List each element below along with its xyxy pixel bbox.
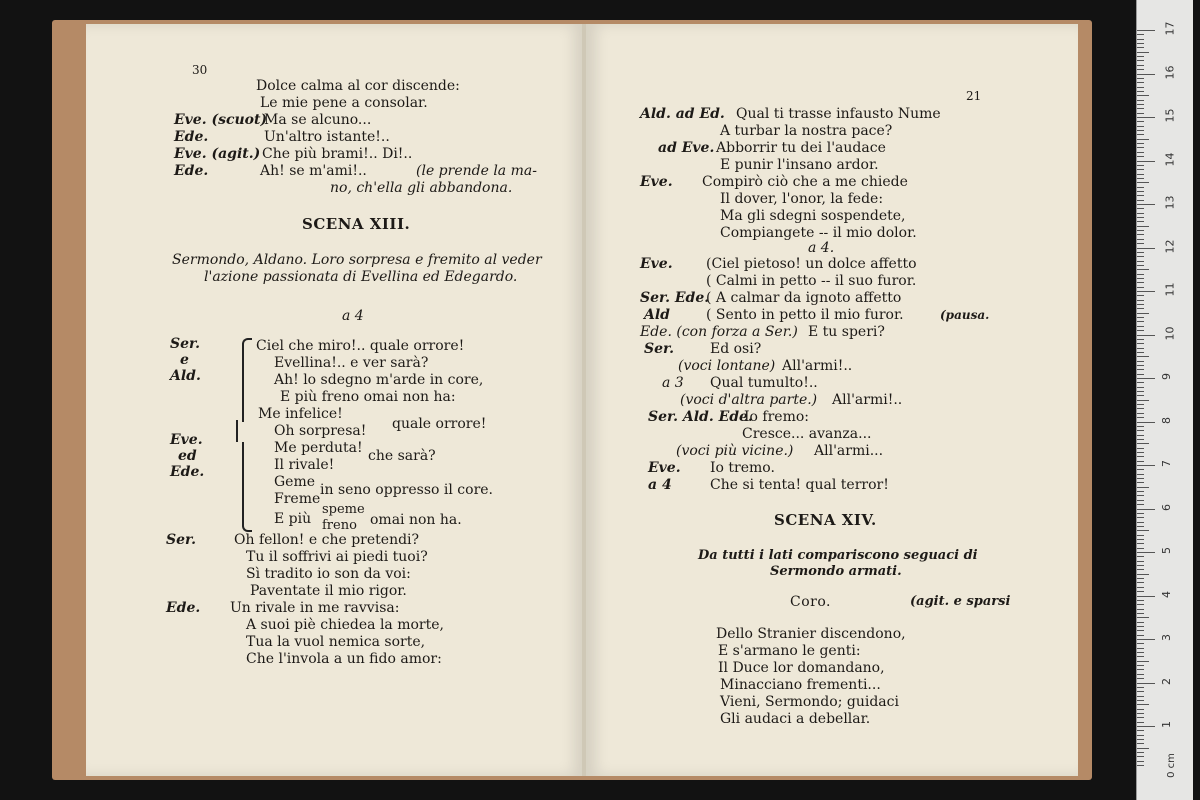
ensemble-label: a 4: [342, 308, 364, 324]
ruler-tick: [1137, 552, 1155, 553]
ruler-tick: [1137, 565, 1144, 566]
ruler-tick: [1137, 165, 1144, 166]
ruler-tick: [1137, 113, 1144, 114]
ruler-tick: [1137, 456, 1144, 457]
ruler-tick: [1137, 65, 1144, 66]
ruler-tick: [1137, 60, 1144, 61]
ruler-number: 6: [1160, 503, 1173, 511]
ruler-tick: [1137, 669, 1144, 670]
stage-direction: (pausa.: [940, 308, 990, 322]
ruler-tick: [1137, 678, 1144, 679]
ruler-tick: [1137, 74, 1155, 75]
ruler-tick: [1137, 343, 1144, 344]
ruler-number: 1: [1160, 721, 1173, 728]
speaker-label: Ede.: [174, 129, 209, 145]
ruler-tick: [1137, 252, 1144, 253]
ruler-tick: [1137, 422, 1155, 423]
ruler-tick: [1137, 161, 1155, 162]
ruler-tick: [1137, 469, 1144, 470]
ruler-tick: [1137, 295, 1144, 296]
ruler-tick: [1137, 291, 1155, 292]
ruler-tick: [1137, 208, 1144, 209]
ruler-tick: [1137, 134, 1144, 135]
ruler-tick: [1137, 408, 1144, 409]
chorus-label: Coro.: [790, 594, 831, 610]
speaker-label: Eve.: [170, 432, 203, 448]
ruler-tick: [1137, 169, 1144, 170]
ruler-tick: [1137, 474, 1144, 475]
scene-title: SCENA XIII.: [302, 215, 411, 233]
speaker-label: e: [180, 352, 189, 368]
verse-line: A turbar la nostra pace?: [720, 123, 893, 139]
ruler-tick: [1137, 335, 1155, 336]
ruler-tick: [1137, 539, 1144, 540]
verse-line: Ah! se m'ami!..: [260, 163, 367, 179]
verse-line: ( A calmar da ignoto affetto: [706, 290, 902, 306]
ruler-tick: [1137, 487, 1149, 488]
verse-line: Il dover, l'onor, la fede:: [720, 191, 884, 207]
ruler-tick: [1137, 543, 1144, 544]
ruler-number: 14: [1163, 152, 1177, 166]
right-page: [586, 24, 1078, 776]
ruler-tick: [1137, 687, 1144, 688]
speaker-label: Eve.: [640, 174, 673, 190]
ruler-tick: [1137, 522, 1144, 523]
ruler-tick: [1137, 613, 1144, 614]
ruler-number: 15: [1163, 108, 1177, 123]
page-number: 21: [966, 89, 982, 103]
ruler-tick: [1137, 626, 1144, 627]
ruler-tick: [1137, 609, 1144, 610]
verse-line: Qual tumulto!..: [710, 375, 818, 391]
ruler-tick: [1137, 700, 1144, 701]
ruler-number: 9: [1160, 373, 1173, 380]
ruler-tick: [1137, 426, 1144, 427]
ruler-tick: [1137, 213, 1144, 214]
verse-line: Un'altro istante!..: [264, 129, 390, 145]
ruler-tick: [1137, 56, 1144, 57]
ensemble-line: omai non ha.: [370, 512, 462, 528]
ruler-tick: [1137, 726, 1155, 727]
ruler-tick: [1137, 530, 1149, 531]
ruler-tick: [1137, 317, 1144, 318]
ruler-tick: [1137, 261, 1144, 262]
ruler-tick: [1137, 591, 1144, 592]
ensemble-line: freno: [322, 518, 357, 533]
ruler-tick: [1137, 226, 1149, 227]
ruler-tick: [1137, 674, 1144, 675]
ruler-tick: [1137, 321, 1144, 322]
ensemble-line: Il rivale!: [274, 457, 335, 473]
verse-line: Ed osi?: [710, 341, 762, 357]
ruler-tick: [1137, 491, 1144, 492]
stage-direction: no, ch'ella gli abbandona.: [330, 180, 513, 196]
ruler-tick: [1137, 248, 1155, 249]
ruler-tick: [1137, 365, 1144, 366]
ruler-tick: [1137, 717, 1144, 718]
ruler-tick: [1137, 709, 1144, 710]
ruler-tick: [1137, 617, 1149, 618]
ruler-tick: [1137, 69, 1144, 70]
ruler-tick: [1137, 221, 1144, 222]
ruler-tick: [1137, 182, 1149, 183]
ruler-tick: [1137, 330, 1144, 331]
stage-direction: (voci lontane): [678, 358, 776, 374]
scene-direction: Sermondo, Aldano. Loro sorpresa e fremito al veder: [172, 252, 542, 268]
ruler-tick: [1137, 461, 1144, 462]
ruler-tick: [1137, 313, 1149, 314]
speaker-label: Ede.: [166, 600, 201, 616]
ruler-tick: [1137, 178, 1144, 179]
ruler-number: 11: [1163, 282, 1177, 297]
ruler-tick: [1137, 517, 1144, 518]
ruler-tick: [1137, 278, 1144, 279]
ruler-number: 5: [1160, 547, 1173, 554]
ruler-tick: [1137, 39, 1144, 40]
ruler-tick: [1137, 582, 1144, 583]
ruler-number: 7: [1160, 460, 1173, 467]
ruler-tick: [1137, 356, 1149, 357]
verse-line: Paventate il mio rigor.: [250, 583, 407, 599]
speaker-label: a 4: [648, 477, 672, 493]
speaker-label: Eve.: [648, 460, 681, 476]
ruler-tick: [1137, 556, 1144, 557]
ruler-tick: [1137, 108, 1144, 109]
verse-line: Che si tenta! qual terror!: [710, 477, 889, 493]
speaker-label: ad Eve.: [658, 140, 715, 156]
ruler-tick: [1137, 339, 1144, 340]
ruler-tick: [1137, 78, 1144, 79]
ruler-tick: [1137, 630, 1144, 631]
ruler-number: 4: [1160, 590, 1173, 598]
verse-line: All'armi!..: [832, 392, 903, 408]
ruler-tick: [1137, 495, 1144, 496]
speaker-label: Ede.: [174, 163, 209, 179]
ensemble-line: quale orrore!: [392, 416, 487, 432]
ruler-tick: [1137, 743, 1144, 744]
speaker-label: Ald.: [170, 368, 201, 384]
ruler-tick: [1137, 656, 1144, 657]
speaker-label: Ede. (con forza a Ser.): [640, 324, 798, 340]
ruler-tick: [1137, 243, 1144, 244]
ruler-tick: [1137, 91, 1144, 92]
ruler-tick: [1137, 691, 1144, 692]
ruler-tick: [1137, 304, 1144, 305]
speaker-label: a 3: [662, 375, 684, 391]
ruler-tick: [1137, 569, 1144, 570]
stage-direction: (agit. e sparsi: [910, 594, 1011, 609]
ensemble-line: Oh sorpresa!: [274, 423, 367, 439]
ruler-tick: [1137, 34, 1144, 35]
ruler-tick: [1137, 326, 1144, 327]
ruler-tick: [1137, 504, 1144, 505]
ruler-tick: [1137, 509, 1155, 510]
ruler-unit-label: 0 cm: [1165, 753, 1177, 778]
ensemble-line: che sarà?: [368, 448, 436, 464]
ruler-tick: [1137, 361, 1144, 362]
ruler-tick: [1137, 156, 1144, 157]
ruler-tick: [1137, 535, 1144, 536]
chorus-line: Vieni, Sermondo; guidaci: [720, 694, 899, 710]
ruler-tick: [1137, 387, 1144, 388]
ensemble-line: Me infelice!: [258, 406, 343, 422]
ruler-tick: [1137, 465, 1155, 466]
chorus-line: Dello Stranier discendono,: [716, 626, 906, 642]
verse-line: Compiangete -- il mio dolor.: [720, 225, 917, 241]
ensemble-line: Ciel che miro!.. quale orrore!: [256, 338, 465, 354]
ruler-tick: [1137, 439, 1144, 440]
ruler-tick: [1137, 265, 1144, 266]
ensemble-line: Me perduta!: [274, 440, 363, 456]
ruler-number: 10: [1163, 326, 1177, 340]
chorus-line: Il Duce lor domandano,: [718, 660, 885, 676]
ruler-tick: [1137, 752, 1144, 753]
speaker-label: Ser. Ald. Ede.: [648, 409, 753, 425]
ruler-tick: [1137, 722, 1144, 723]
brace-upper: [242, 338, 252, 422]
ruler-number: 16: [1163, 65, 1177, 79]
ruler-number: 13: [1163, 195, 1177, 210]
ensemble-line: in seno oppresso il core.: [320, 482, 493, 498]
ruler-tick: [1137, 622, 1144, 623]
ruler-tick: [1137, 661, 1149, 662]
ruler-tick: [1137, 587, 1144, 588]
scene-direction: Da tutti i lati compariscono seguaci di: [698, 548, 978, 563]
ruler-tick: [1137, 395, 1144, 396]
verse-line: Che l'involа a un fido amor:: [246, 651, 442, 667]
ruler-tick: [1137, 765, 1144, 766]
verse-line: ( Sento in petto il mio furor.: [706, 307, 904, 323]
speaker-label: Ser.: [166, 532, 196, 548]
speaker-label: Ede.: [170, 464, 205, 480]
ruler-tick: [1137, 200, 1144, 201]
ruler-number: 3: [1160, 634, 1173, 641]
ruler-tick: [1137, 665, 1144, 666]
verse-line: Tu il soffrivi ai piedi tuoi?: [246, 549, 428, 565]
ruler-tick: [1137, 739, 1144, 740]
ruler-tick: [1137, 256, 1144, 257]
ruler-tick: [1137, 52, 1149, 53]
ruler-tick: [1137, 230, 1144, 231]
ruler-tick: [1137, 121, 1144, 122]
ruler-tick: [1137, 217, 1144, 218]
ruler-tick: [1137, 126, 1144, 127]
ensemble-label: a 4.: [808, 240, 835, 256]
ruler-tick: [1137, 187, 1144, 188]
ruler-tick: [1137, 413, 1144, 414]
verse-line: Qual ti trasse infausto Nume: [736, 106, 941, 122]
ruler-tick: [1137, 234, 1144, 235]
ruler-tick: [1137, 548, 1144, 549]
ruler-number: 12: [1163, 239, 1177, 253]
ruler-tick: [1137, 500, 1144, 501]
ruler-tick: [1137, 348, 1144, 349]
ruler-tick: [1137, 574, 1149, 575]
chorus-line: Gli audaci a debellar.: [720, 711, 871, 727]
ruler-tick: [1137, 652, 1144, 653]
ruler-tick: [1137, 287, 1144, 288]
brace-lower: [242, 442, 252, 532]
ruler-tick: [1137, 282, 1144, 283]
stage-direction: (voci d'altra parte.): [680, 392, 818, 408]
speaker-label: Eve. (scuot): [174, 112, 268, 128]
scene-direction: l'azione passionata di Evellina ed Edegardo.: [204, 269, 518, 285]
verse-line: (Ciel pietoso! un dolce affetto: [706, 256, 917, 272]
verse-line: All'armi!..: [782, 358, 853, 374]
speaker-label: Ser.: [170, 336, 200, 352]
ruler-tick: [1137, 600, 1144, 601]
ruler-tick: [1137, 748, 1149, 749]
ruler-tick: [1137, 239, 1144, 240]
ruler-tick: [1137, 308, 1144, 309]
ruler-tick: [1137, 352, 1144, 353]
ruler-tick: [1137, 104, 1144, 105]
verse-line: Un rivale in me ravvisa:: [230, 600, 400, 616]
scene-direction: Sermondo armati.: [770, 564, 902, 579]
ruler-tick: [1137, 482, 1144, 483]
verse-line: Sì tradito io son da voi:: [246, 566, 411, 582]
ruler-tick: [1137, 435, 1144, 436]
ruler-tick: [1137, 269, 1149, 270]
ruler-tick: [1137, 635, 1144, 636]
verse-line: All'armi...: [814, 443, 884, 459]
brace-middle: [236, 420, 244, 442]
left-page: [86, 24, 584, 776]
scene-title: SCENA XIV.: [774, 511, 877, 529]
ruler-tick: [1137, 683, 1155, 684]
ruler-tick: [1137, 47, 1144, 48]
verse-line: Dolce calma al cor discende:: [256, 78, 460, 94]
chorus-line: E s'armano le genti:: [718, 643, 861, 659]
ruler-tick: [1137, 378, 1155, 379]
ruler-tick: [1137, 130, 1144, 131]
ruler-tick: [1137, 761, 1144, 762]
verse-line: E punir l'insano ardor.: [720, 157, 879, 173]
verse-line: Che più brami!.. Di!..: [262, 146, 413, 162]
ruler-tick: [1137, 374, 1144, 375]
ruler-tick: [1137, 382, 1144, 383]
ruler-tick: [1137, 391, 1144, 392]
ruler-tick: [1137, 596, 1155, 597]
ruler-tick: [1137, 526, 1144, 527]
ruler-tick: [1137, 95, 1149, 96]
ruler-tick: [1137, 139, 1149, 140]
speaker-label: Ald: [644, 307, 670, 323]
ruler-tick: [1137, 143, 1144, 144]
ruler-tick: [1137, 448, 1144, 449]
ruler-tick: [1137, 417, 1144, 418]
ruler-tick: [1137, 730, 1144, 731]
verse-line: Le mie pene a consolar.: [260, 95, 428, 111]
ruler-tick: [1137, 30, 1155, 31]
ruler-tick: [1137, 561, 1144, 562]
verse-line: Compirò ciò che a me chiede: [702, 174, 908, 190]
ruler-tick: [1137, 195, 1144, 196]
ruler-tick: [1137, 756, 1144, 757]
verse-line: Oh fellon! e che pretendi?: [234, 532, 420, 548]
ruler-number: 17: [1163, 21, 1177, 36]
ruler-tick: [1137, 274, 1144, 275]
ruler-tick: [1137, 43, 1144, 44]
ensemble-line: speme: [322, 502, 365, 517]
ruler-tick: [1137, 300, 1144, 301]
speaker-label: Ald. ad Ed.: [640, 106, 725, 122]
speaker-label: Eve. (agit.): [174, 146, 261, 162]
ruler-tick: [1137, 100, 1144, 101]
ruler-tick: [1137, 704, 1149, 705]
measurement-ruler: [1136, 0, 1193, 800]
ruler-tick: [1137, 147, 1144, 148]
ruler-tick: [1137, 117, 1155, 118]
ensemble-line: Ah! lo sdegno m'arde in core,: [274, 372, 484, 388]
ruler-tick: [1137, 174, 1144, 175]
ruler-tick: [1137, 639, 1155, 640]
speaker-label: ed: [178, 448, 197, 464]
ruler-tick: [1137, 452, 1144, 453]
ensemble-line: Geme: [274, 474, 316, 490]
ruler-tick: [1137, 82, 1144, 83]
verse-line: Tua la vuol nemica sorte,: [246, 634, 426, 650]
ensemble-line: Evellina!.. e ver sarà?: [274, 355, 429, 371]
ruler-tick: [1137, 643, 1144, 644]
ruler-tick: [1137, 204, 1155, 205]
ruler-tick: [1137, 648, 1144, 649]
ruler-tick: [1137, 400, 1149, 401]
verse-line: Abborrir tu dei l'audace: [716, 140, 886, 156]
stage-direction: (voci più vicine.): [676, 443, 794, 459]
ruler-tick: [1137, 369, 1144, 370]
ruler-tick: [1137, 430, 1144, 431]
ruler-tick: [1137, 604, 1144, 605]
ruler-tick: [1137, 478, 1144, 479]
ensemble-line: E più: [274, 511, 312, 527]
verse-line: Ma gli sdegni sospendete,: [720, 208, 906, 224]
ruler-tick: [1137, 404, 1144, 405]
ruler-tick: [1137, 578, 1144, 579]
ruler-number: 8: [1160, 416, 1173, 424]
page-number: 30: [192, 63, 208, 77]
ruler-tick: [1137, 443, 1149, 444]
speaker-label: Eve.: [640, 256, 673, 272]
ruler-tick: [1137, 713, 1144, 714]
verse-line: ( Calmi in petto -- il suo furor.: [706, 273, 917, 289]
ruler-tick: [1137, 152, 1144, 153]
ensemble-line: Freme: [274, 491, 321, 507]
verse-line: Ma se alcuno...: [264, 112, 372, 128]
ruler-tick: [1137, 696, 1144, 697]
verse-line: Io tremo.: [710, 460, 775, 476]
speaker-label: Ser. Ede.: [640, 290, 710, 306]
chorus-line: Minacciano frementi...: [720, 677, 881, 693]
ruler-tick: [1137, 191, 1144, 192]
verse-line: E tu speri?: [808, 324, 885, 340]
ruler-tick: [1137, 513, 1144, 514]
verse-line: Io fremo:: [744, 409, 809, 425]
ruler-tick: [1137, 735, 1144, 736]
ruler-tick: [1137, 87, 1144, 88]
ruler-number: 2: [1160, 677, 1173, 685]
speaker-label: Ser.: [644, 341, 674, 357]
verse-line: A suoi piè chiedea la morte,: [246, 617, 444, 633]
stage-direction: (le prende la ma-: [416, 163, 537, 179]
ensemble-line: E più freno omai non ha:: [280, 389, 456, 405]
verse-line: Cresce... avanza...: [742, 426, 872, 442]
